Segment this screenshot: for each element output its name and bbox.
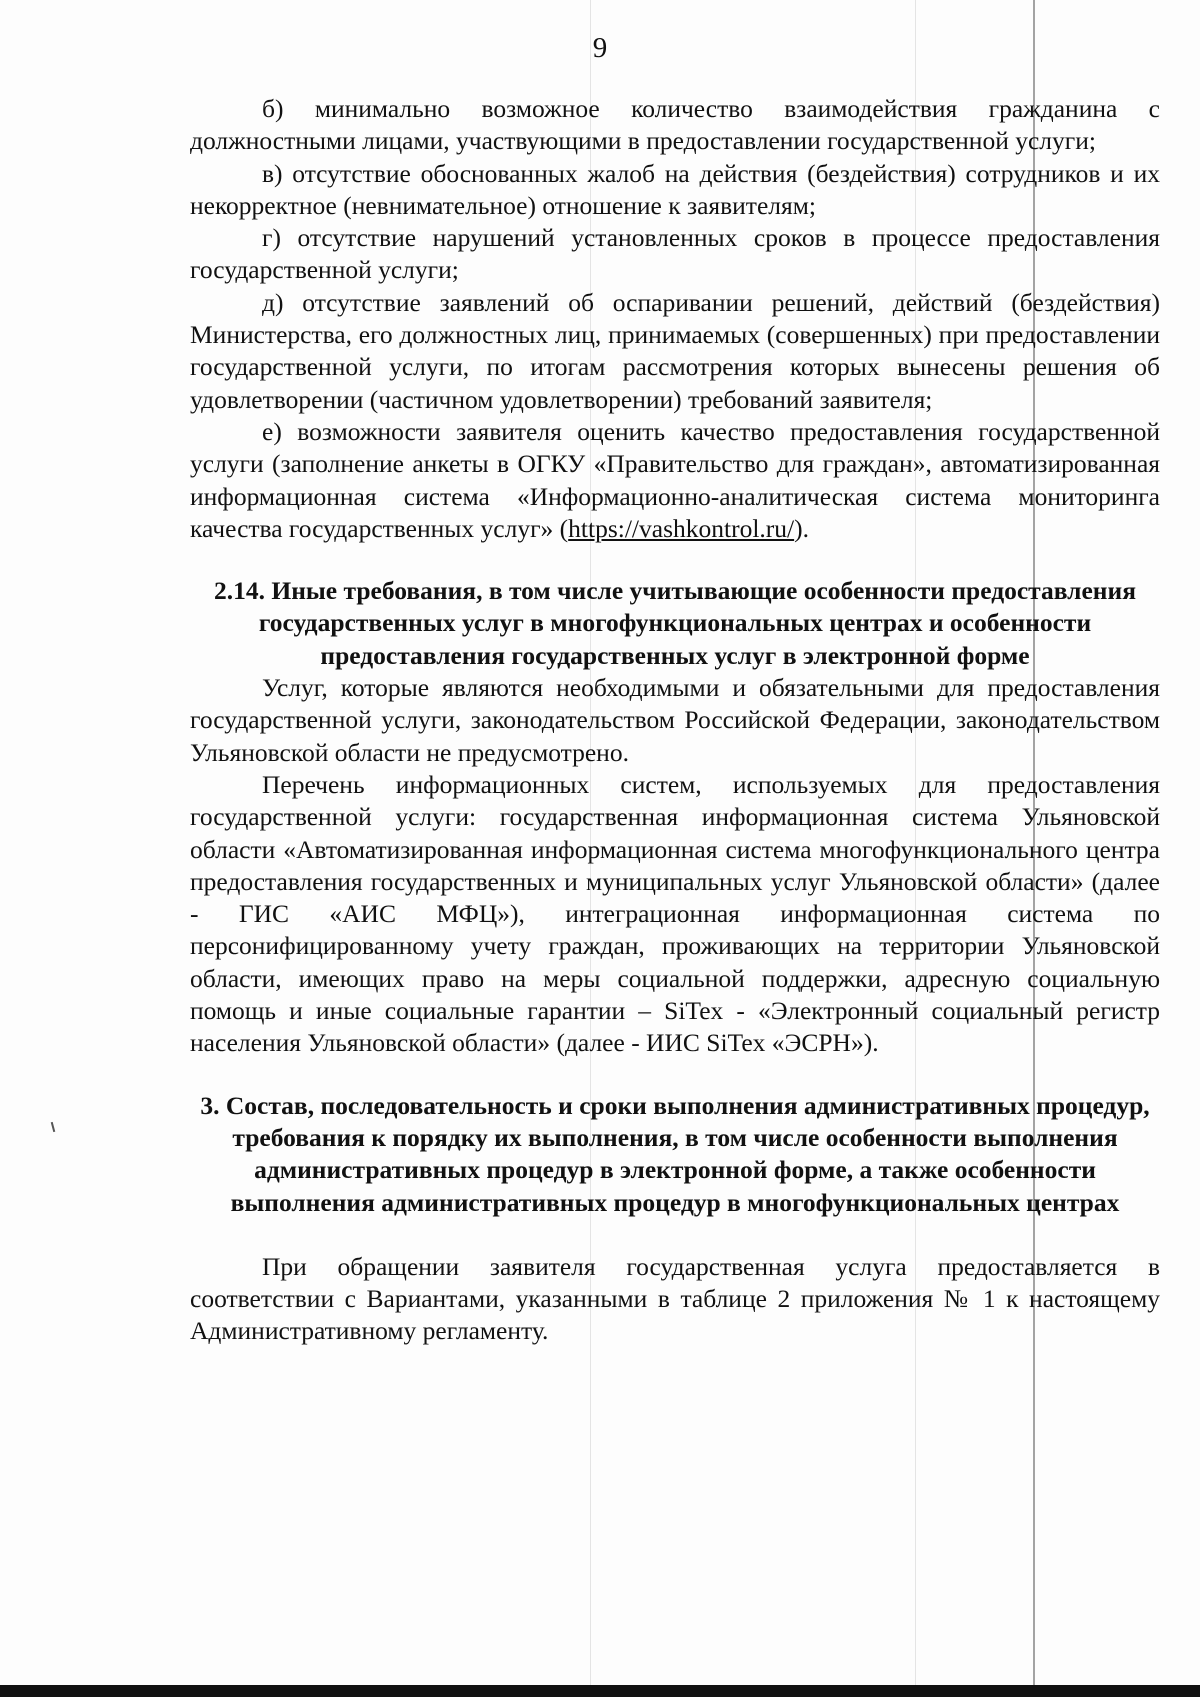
section-2-14-paragraph-1: Услуг, которые являются необходимыми и обязательными для предоставления государственной услуги, законодательством Российской Федерации, законодательством Ульяновской области не предусмотрено. bbox=[190, 673, 1160, 767]
scan-speck bbox=[51, 1122, 56, 1132]
spacer bbox=[190, 1219, 1160, 1251]
list-item-e bbox=[190, 416, 1160, 545]
spacer bbox=[190, 545, 1160, 575]
list-item-d: д) отсутствие заявлений об оспаривании решений, действий (бездействия) Министерства, его должностных лиц, принимаемых (совершенных) при предоставлении государственной услуги, по итогам рассмотрения которых вынесены решения об удовлетворении (частичном удовлетворении) требований заявителя; bbox=[190, 287, 1160, 414]
list-item-b: б) минимально возможное количество взаимодействия гражданина с должностными лицами, участвующими в предоставлении государственной услуги; bbox=[190, 94, 1160, 156]
section-2-14-heading: 2.14. Иные требования, в том числе учитывающие особенности предоставления государственных услуг в многофункциональных центрах и особенности предоставления государственных услуг в электронной форме bbox=[214, 576, 1136, 670]
list-item-e-text: е) возможности заявителя оценить качество предоставления государственной услуги (заполнение анкеты в ОГКУ «Правительство для граждан», автоматизированная информационная система «Информационно-аналитическая система мониторинга качества государственных услуг» ( bbox=[190, 416, 1160, 543]
scan-bottom-border bbox=[0, 1685, 1200, 1697]
spacer bbox=[190, 1060, 1160, 1090]
section-2-14-paragraph-2: Перечень информационных систем, используемых для предоставления государственной услуги: государственная информационная система Ульяновской области «Автоматизированная информационная система многофункционального центра предоставления государственных и муниципальных услуг Ульяновской области» (далее - ГИС «АИС МФЦ»), интеграционная информационная система по персонифицированному учету граждан, проживающих на территории Ульяновской области, имеющих право на меры социальной поддержки, адресную социальную помощь и иные социальные гарантии – SiTex - «Электронный социальный регистр населения Ульяновской области» (далее - ИИС SiTex «ЭСРН»). bbox=[190, 769, 1160, 1058]
section-3-heading: 3. Состав, последовательность и сроки выполнения административных процедур, требования к порядку их выполнения, в том числе особенности выполнения административных процедур в электронной форме, а также особенности выполнения административных процедур в многофункциональных центрах bbox=[200, 1090, 1150, 1217]
list-item-e-end: ). bbox=[794, 513, 809, 543]
list-item-g: г) отсутствие нарушений установленных сроков в процессе предоставления государственной услуги; bbox=[190, 223, 1160, 285]
section-3-paragraph-1: При обращении заявителя государственная услуга предоставляется в соответствии с Вариантами, указанными в таблице 2 приложения № 1 к настоящему Административному регламенту. bbox=[190, 1251, 1160, 1346]
page-number: 9 bbox=[592, 32, 608, 64]
list-item-v: в) отсутствие обоснованных жалоб на действия (бездействия) сотрудников и их некорректное (невнимательное) отношение к заявителям; bbox=[190, 158, 1160, 220]
document-body bbox=[190, 93, 1160, 1348]
vashkontrol-link[interactable]: https://vashkontrol.ru/ bbox=[568, 513, 795, 543]
